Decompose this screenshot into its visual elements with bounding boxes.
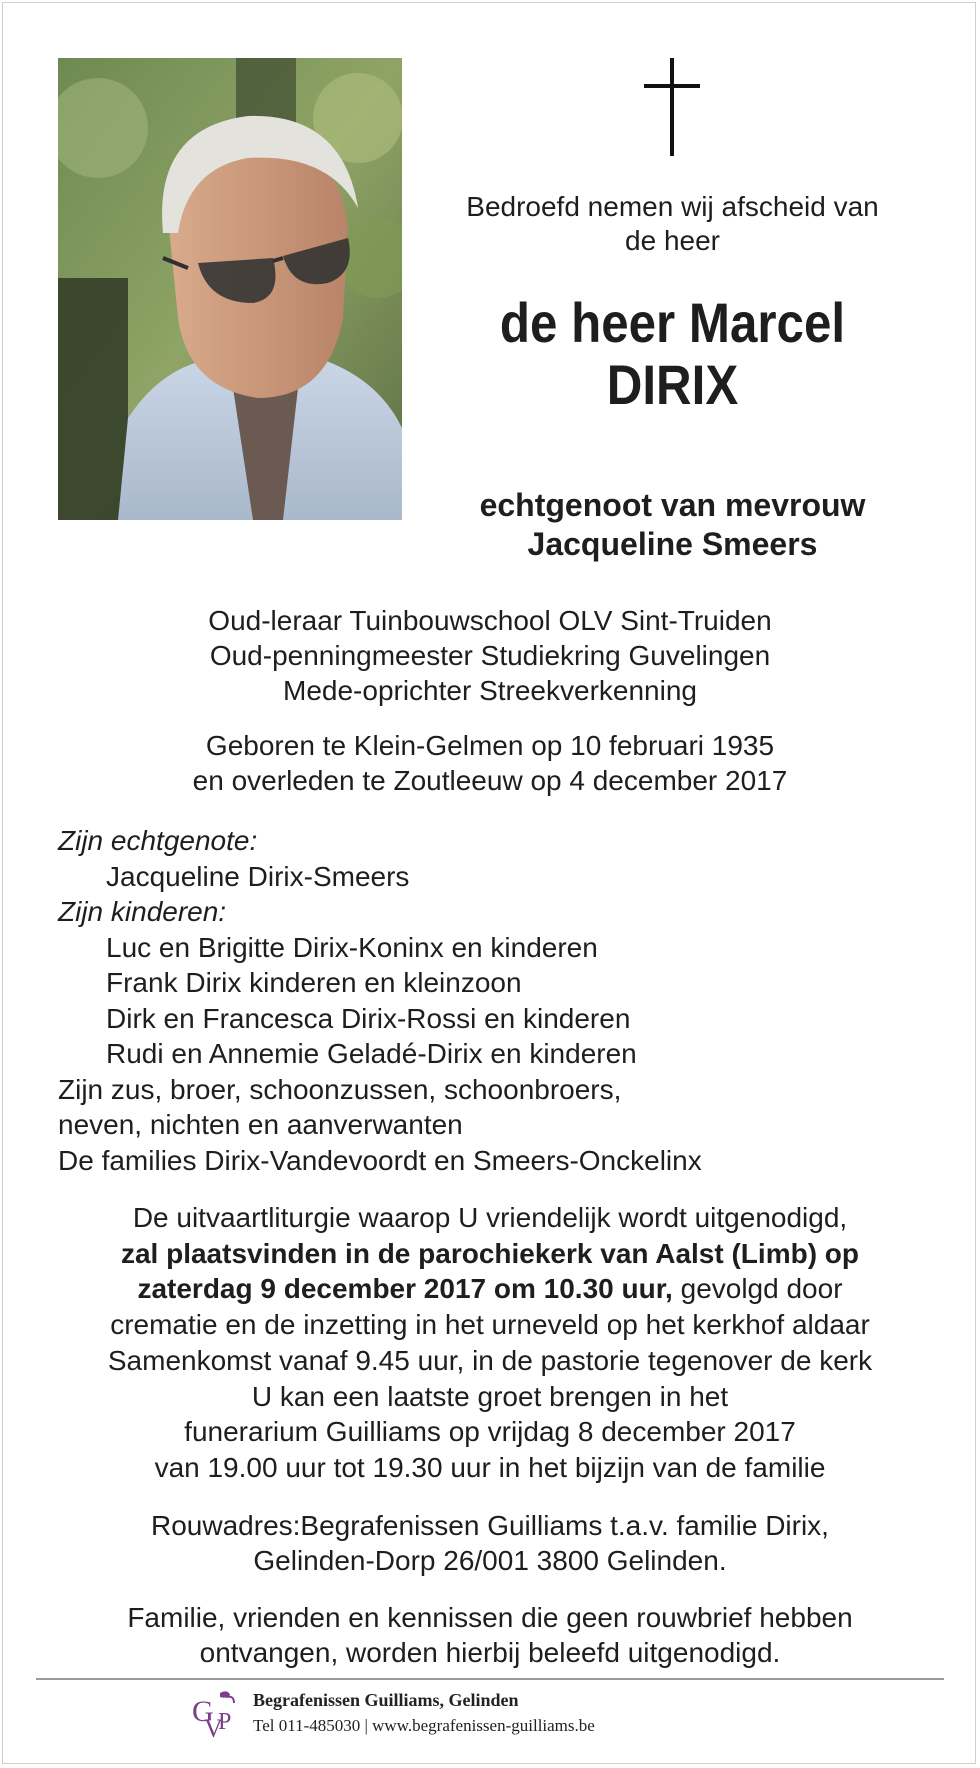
birth-line: Geboren te Klein-Gelmen op 10 februari 1935	[205, 730, 775, 761]
svg-text:P: P	[218, 1709, 232, 1735]
spouse-heading	[420, 486, 925, 564]
closing-line: ontvangen, worden hierbij beleefd uitgenodigd.	[199, 1637, 781, 1668]
address-line: Gelinden-Dorp 26/001 3800 Gelinden.	[253, 1545, 727, 1576]
funeral-home-logo	[190, 1687, 242, 1748]
intro-line: de heer	[625, 225, 720, 256]
service-line: crematie en de inzetting in het urneveld op het kerkhof aldaar	[110, 1309, 870, 1341]
family-list	[58, 823, 938, 1178]
spouse-line: echtgenoot van mevrouw	[479, 487, 866, 523]
service-line: van 19.00 uur tot 19.30 uur in het bijzijn van de familie	[154, 1451, 826, 1483]
child-item: Frank Dirix kinderen en kleinzoon	[106, 967, 522, 998]
families-line: De families Dirix-Vandevoordt en Smeers-Onckelinx	[58, 1144, 702, 1176]
footer-divider	[36, 1678, 944, 1680]
funeral-service-info	[20, 1200, 960, 1486]
svg-text:V: V	[204, 1714, 223, 1743]
service-datetime: zaterdag 9 december 2017 om 10.30 uur,	[137, 1273, 673, 1305]
role-line: Oud-leraar Tuinbouwschool OLV Sint-Truiden	[208, 605, 772, 636]
child-item: Dirk en Francesca Dirix-Rossi en kinderen	[106, 1002, 631, 1034]
mourning-address	[20, 1508, 960, 1578]
children-label: Zijn kinderen:	[58, 896, 227, 927]
intro-line: Bedroefd nemen wij afscheid van	[466, 191, 879, 222]
svg-text:G: G	[192, 1695, 214, 1728]
name-line: de heer Marcel	[499, 291, 846, 354]
spouse-line: Jacqueline Smeers	[527, 526, 818, 562]
death-line: en overleden te Zoutleeuw op 4 december 2017	[192, 765, 788, 796]
relatives-line: neven, nichten en aanverwanten	[58, 1109, 463, 1140]
child-item: Rudi en Annemie Geladé-Dirix en kinderen	[106, 1038, 637, 1069]
child-item: Luc en Brigitte Dirix-Koninx en kinderen	[106, 931, 598, 963]
name-line: DIRIX	[606, 353, 739, 416]
portrait-photo	[58, 58, 402, 520]
service-line: Samenkomst vanaf 9.45 uur, in de pastorie tegenover de kerk	[107, 1344, 873, 1376]
deceased-name	[450, 292, 894, 416]
cross-icon	[644, 58, 700, 161]
closing-line: Familie, vrienden en kennissen die geen rouwbrief hebben	[127, 1602, 853, 1633]
footer-contact-info: Tel 011-485030 | www.begrafenissen-guilliams.be	[253, 1716, 595, 1735]
roles-list	[20, 603, 960, 708]
role-line: Oud-penningmeester Studiekring Guvelingen	[209, 640, 771, 671]
spouse-label: Zijn echtgenote:	[58, 825, 258, 856]
spouse-name: Jacqueline Dirix-Smeers	[106, 860, 410, 892]
footer-company-name: Begrafenissen Guilliams, Gelinden	[253, 1690, 519, 1710]
relatives-line: Zijn zus, broer, schoonzussen, schoonbroers,	[58, 1073, 622, 1105]
service-line: U kan een laatste groet brengen in het	[251, 1380, 729, 1412]
intro-text	[420, 190, 925, 258]
service-line: gevolgd door	[672, 1273, 843, 1305]
role-line: Mede-oprichter Streekverkenning	[283, 675, 697, 706]
address-line: Rouwadres:Begrafenissen Guilliams t.a.v. familie Dirix,	[151, 1510, 829, 1541]
birth-death-dates	[20, 728, 960, 798]
closing-note	[20, 1600, 960, 1670]
service-line: De uitvaartliturgie waarop U vriendelijk wordt uitgenodigd,	[132, 1202, 848, 1233]
service-location: zal plaatsvinden in de parochiekerk van Aalst (Limb) op	[120, 1237, 860, 1269]
service-line: funerarium Guilliams op vrijdag 8 december 2017	[184, 1416, 796, 1448]
